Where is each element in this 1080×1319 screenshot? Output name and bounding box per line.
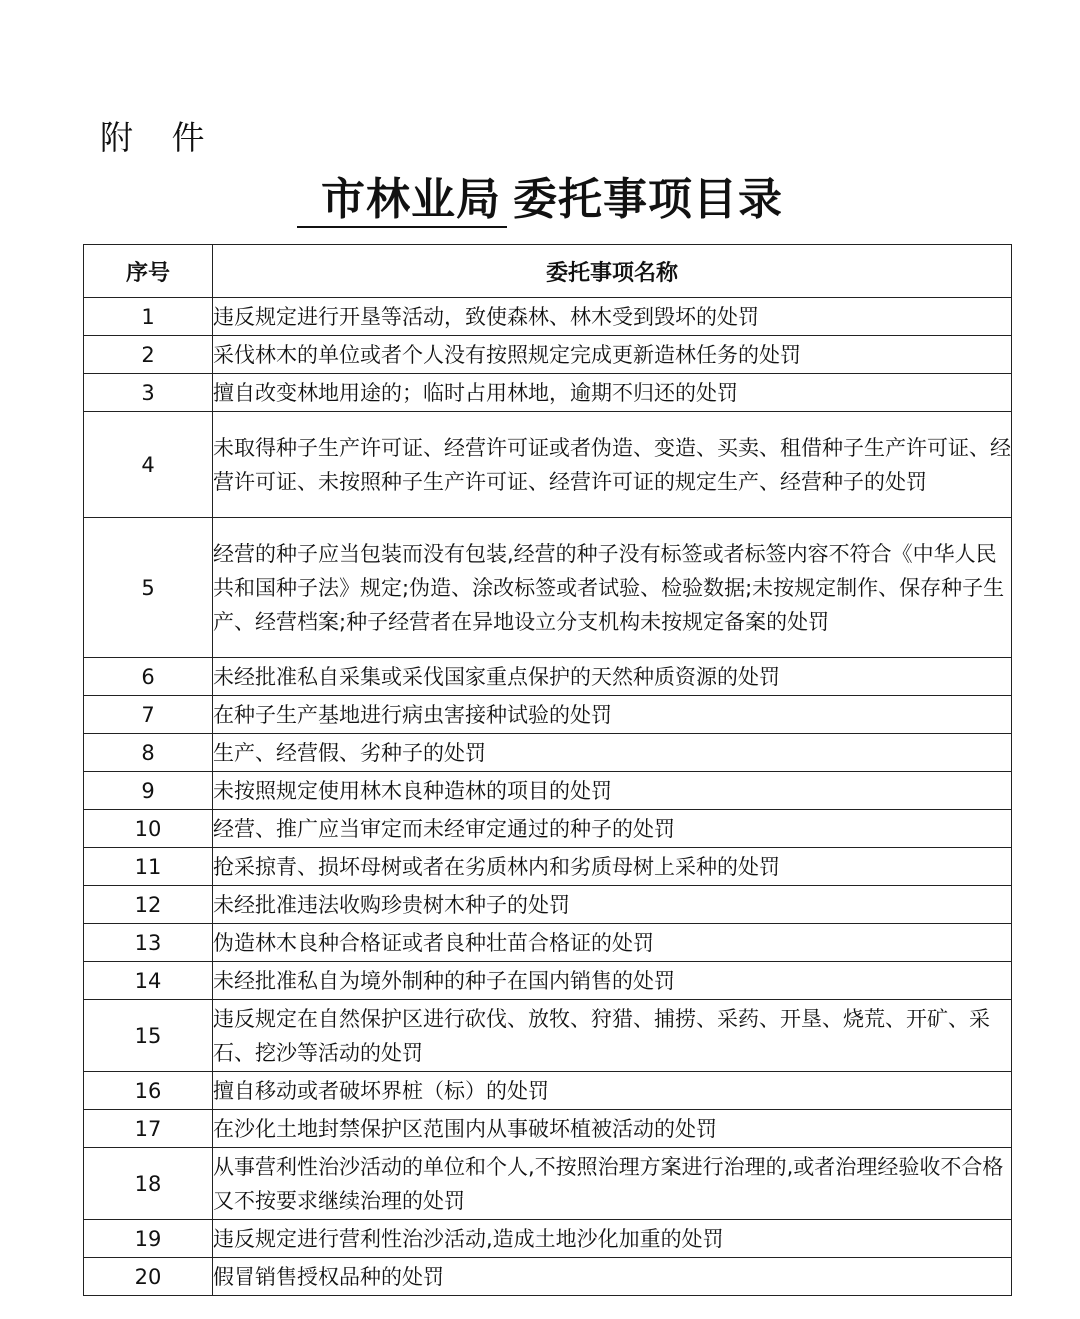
row-number: 1: [84, 298, 213, 336]
row-number: 8: [84, 734, 213, 772]
row-number: 6: [84, 658, 213, 696]
title-text: 委托事项目录: [513, 174, 783, 225]
header-item-name: 委托事项名称: [213, 245, 1012, 298]
table-row: [84, 772, 1012, 810]
row-number: 10: [84, 810, 213, 848]
row-number: 20: [84, 1258, 213, 1296]
row-number: 19: [84, 1220, 213, 1258]
row-number: 7: [84, 696, 213, 734]
row-item-name: 假冒销售授权品种的处罚: [213, 1258, 1012, 1296]
row-item-name: 未经批准违法收购珍贵树木种子的处罚: [213, 886, 1012, 924]
table-row: [84, 336, 1012, 374]
row-number: 5: [84, 518, 213, 658]
row-number: 15: [84, 1000, 213, 1072]
table-row: [84, 658, 1012, 696]
row-item-name: 违反规定进行开垦等活动，致使森林、林木受到毁坏的处罚: [213, 298, 1012, 336]
table-row: [84, 810, 1012, 848]
table-row: [84, 848, 1012, 886]
table-row: [84, 962, 1012, 1000]
row-item-name: 生产、经营假、劣种子的处罚: [213, 734, 1012, 772]
row-item-name: 未取得种子生产许可证、经营许可证或者伪造、变造、买卖、租借种子生产许可证、经营许可证、未按照种子生产许可证、经营许可证的规定生产、经营种子的处罚: [213, 412, 1012, 518]
table-row: [84, 1258, 1012, 1296]
attachment-label: 附 件: [100, 118, 219, 157]
table-row: [84, 886, 1012, 924]
row-number: 14: [84, 962, 213, 1000]
table-row: [84, 518, 1012, 658]
table-header-row: [84, 245, 1012, 298]
row-item-name: 在种子生产基地进行病虫害接种试验的处罚: [213, 696, 1012, 734]
table-row: [84, 374, 1012, 412]
row-number: 13: [84, 924, 213, 962]
table-row: [84, 1220, 1012, 1258]
row-item-name: 经营、推广应当审定而未经审定通过的种子的处罚: [213, 810, 1012, 848]
delegated-items-table: [83, 244, 1012, 1296]
row-number: 16: [84, 1072, 213, 1110]
table-body: [84, 298, 1012, 1296]
row-item-name: 未按照规定使用林木良种造林的项目的处罚: [213, 772, 1012, 810]
document-title: [0, 170, 1080, 230]
table-row: [84, 924, 1012, 962]
table-row: [84, 298, 1012, 336]
header-serial-number: 序号: [84, 245, 213, 298]
table-row: [84, 1110, 1012, 1148]
row-item-name: 在沙化土地封禁保护区范围内从事破坏植被活动的处罚: [213, 1110, 1012, 1148]
row-number: 4: [84, 412, 213, 518]
row-number: 17: [84, 1110, 213, 1148]
table-row: [84, 696, 1012, 734]
row-item-name: 抢采掠青、损坏母树或者在劣质林内和劣质母树上采种的处罚: [213, 848, 1012, 886]
row-number: 12: [84, 886, 213, 924]
table-row: [84, 1072, 1012, 1110]
row-item-name: 未经批准私自采集或采伐国家重点保护的天然种质资源的处罚: [213, 658, 1012, 696]
row-number: 3: [84, 374, 213, 412]
row-item-name: 采伐林木的单位或者个人没有按照规定完成更新造林任务的处罚: [213, 336, 1012, 374]
table-row: [84, 412, 1012, 518]
row-item-name: 经营的种子应当包装而没有包装,经营的种子没有标签或者标签内容不符合《中华人民共和国种子法》规定;伪造、涂改标签或者试验、检验数据;未按规定制作、保存种子生产、经营档案;种子经营者在异地设立分支机构未按规定备案的处罚: [213, 518, 1012, 658]
title-organization: 市林业局: [297, 174, 507, 228]
row-number: 9: [84, 772, 213, 810]
table-row: [84, 1000, 1012, 1072]
row-item-name: 从事营利性治沙活动的单位和个人,不按照治理方案进行治理的,或者治理经验收不合格又不按要求继续治理的处罚: [213, 1148, 1012, 1220]
row-number: 2: [84, 336, 213, 374]
row-item-name: 伪造林木良种合格证或者良种壮苗合格证的处罚: [213, 924, 1012, 962]
table-row: [84, 734, 1012, 772]
row-number: 18: [84, 1148, 213, 1220]
table-row: [84, 1148, 1012, 1220]
row-item-name: 擅自改变林地用途的；临时占用林地，逾期不归还的处罚: [213, 374, 1012, 412]
row-item-name: 违反规定在自然保护区进行砍伐、放牧、狩猎、捕捞、采药、开垦、烧荒、开矿、采石、挖沙等活动的处罚: [213, 1000, 1012, 1072]
row-item-name: 未经批准私自为境外制种的种子在国内销售的处罚: [213, 962, 1012, 1000]
row-item-name: 违反规定进行营利性治沙活动,造成土地沙化加重的处罚: [213, 1220, 1012, 1258]
row-number: 11: [84, 848, 213, 886]
row-item-name: 擅自移动或者破坏界桩（标）的处罚: [213, 1072, 1012, 1110]
